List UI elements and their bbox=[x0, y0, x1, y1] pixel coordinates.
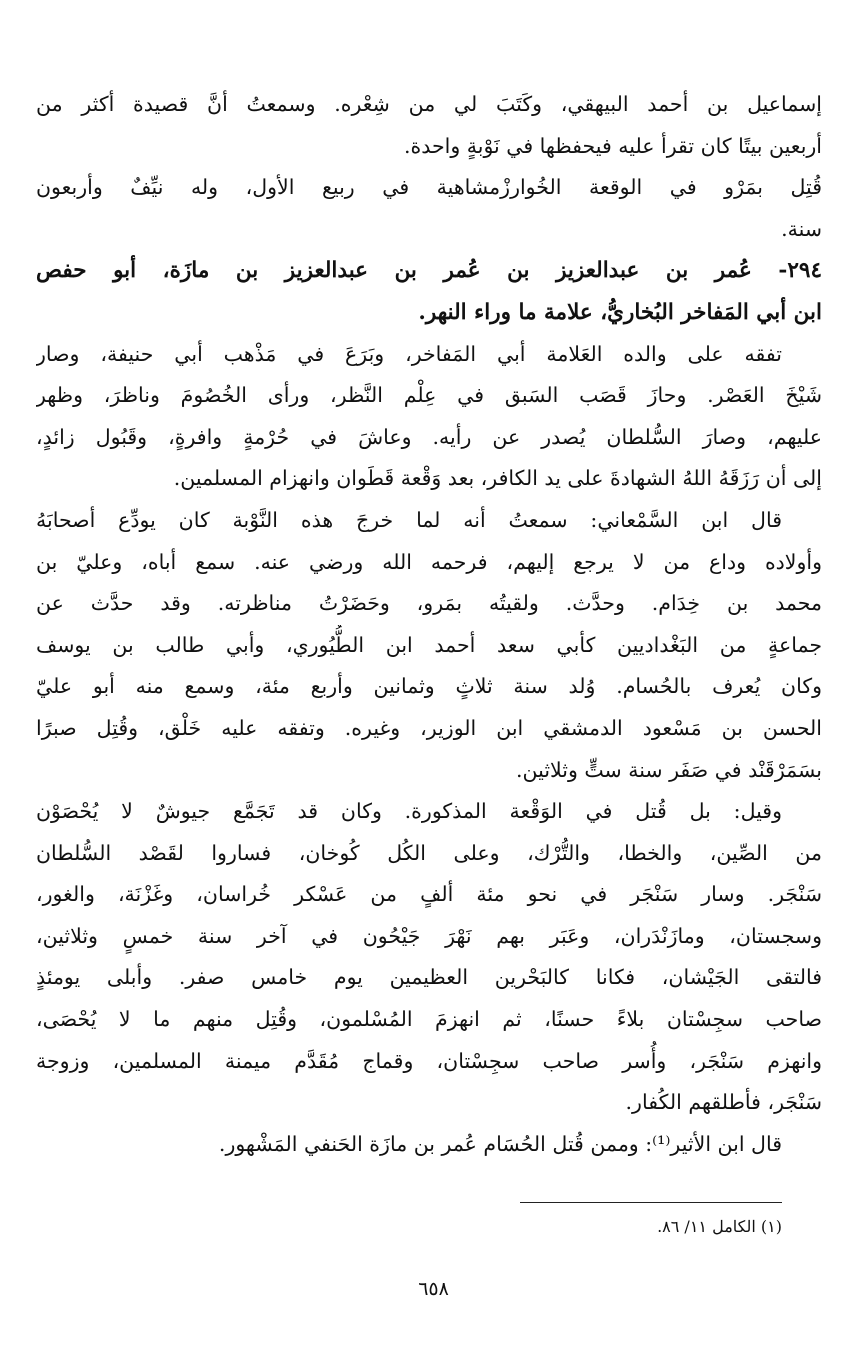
paragraph-qil bbox=[36, 791, 822, 1124]
heading-line: ابن أبي المَفاخر البُخاريُّ، علامة ما وراء النهر. bbox=[418, 299, 822, 325]
heading-line: ٢٩٤- عُمر بن عبدالعزيز بن عُمر بن عبدالعزيز بن مازَة، أبو حفص bbox=[36, 258, 822, 284]
text-line: قال ابن السَّمْعاني: سمعتُ أنه لما خرجَ هذه النَّوْبة كان يودِّع أصحابَهُ bbox=[36, 507, 782, 532]
text-line: قال ابن الأثير⁽¹⁾: وممن قُتل الحُسَام عُمر بن مازَة الحَنفي المَشْهور. bbox=[218, 1131, 782, 1156]
text-line: فالتقى الجَيْشان، فكانا كالبَحْرين العظيمين يوم خامس صفر. وأبلى يومئذٍ bbox=[36, 965, 822, 990]
text-line: قُتِل بمَرْو في الوقعة الخُوارزْمشاهية في ربيع الأول، وله نيِّفٌ وأربعون bbox=[36, 175, 822, 200]
text-line: جماعةٍ من البَغْداديين كأبي سعد أحمد ابن الطُّيُوري، وأبي طالب بن يوسف bbox=[36, 632, 822, 657]
text-line: صاحب سجِسْتان بلاءً حسنًا، ثم انهزمَ المُسْلمون، وقُتِل منهم ما لا يُحْصَى، bbox=[36, 1007, 822, 1032]
footnote: (١) الكامل ١١/ ٨٦. bbox=[657, 1217, 782, 1236]
paragraph-death bbox=[36, 167, 822, 250]
text-line: إسماعيل بن أحمد البيهقي، وكَتَبَ لي من شِعْره. وسمعتُ أنَّ قصيدة أكثر من bbox=[36, 92, 822, 116]
text-line: وقيل: بل قُتل في الوَقْعة المذكورة. وكان قد تَجَمَّع جيوشٌ لا يُحْصَوْن bbox=[36, 799, 782, 824]
text-line: وانهزم سَنْجَر، وأُسر صاحب سجِسْتان، وقماج مُقَدَّم ميمنة المسلمين، وزوجة bbox=[36, 1048, 822, 1073]
text-line: وسجستان، ومازَنْدَران، وعَبَر بهم نَهْرَ جَيْحُون في آخر سنة خمسٍ وثلاثين، bbox=[36, 923, 822, 948]
text-line: الحسن بن مَسْعود الدمشقي ابن الوزير، وغيره. وتفقه عليه خَلْق، وقُتِل صبرًا bbox=[36, 715, 822, 740]
text-line: تفقه على والده العَلامة أبي المَفاخر، وبَرَعَ في مَذْهب أبي حنيفة، وصار bbox=[36, 341, 782, 366]
entry-heading bbox=[36, 250, 822, 333]
paragraph-samani bbox=[36, 500, 822, 791]
footnote-divider bbox=[520, 1202, 782, 1203]
text-line: محمد بن خِدَام. وحدَّث. ولقيتُه بمَرو، وحَضَرْتُ مناظرته. وقد حدَّث عن bbox=[36, 591, 822, 616]
text-line: شَيْخَ العَصْر. وحازَ قَصَب السَبق في عِلْم النَّظر، ورأى الخُصُومَ وناظرَ، وظهر bbox=[36, 383, 822, 408]
text-line: من الصِّين، والخطا، والتُّرْك، وعلى الكُل كُوخان، فساروا لقَصْد السُّلطان bbox=[36, 840, 822, 865]
text-line: سَنْجَر. وسار سَنْجَر في نحو مئة ألفٍ من عَسْكر خُراسان، وغَزْنَة، والغور، bbox=[36, 882, 822, 907]
text-line: وأولاده وداع من لا يرجع إليهم، فرحمه الله ورضي عنه. سمع أباه، وعليّ بن bbox=[36, 549, 822, 574]
page-body bbox=[36, 84, 822, 1165]
paragraph-athir bbox=[36, 1124, 822, 1166]
paragraph-bio bbox=[36, 334, 822, 500]
text-line: عليهم، وصارَ السُّلطان يُصدر عن رأيه. وعاشَ في حُرْمةٍ وافرةٍ، وقَبُول زائدٍ، bbox=[36, 424, 822, 449]
text-line: سنة. bbox=[781, 216, 822, 241]
page-number: ٦٥٨ bbox=[418, 1278, 449, 1300]
paragraph-intro bbox=[36, 84, 822, 167]
text-line: سَنْجَر، فأطلقهم الكُفار. bbox=[625, 1090, 822, 1115]
text-line: إلى أن رَزَقَهُ اللهُ الشهادةَ على يد الكافر، بعد وَقْعة قَطَوان وانهزام المسلمين. bbox=[173, 466, 822, 491]
text-line: بسَمَرْقَنْد في صَفَر سنة ستٍّ وثلاثين. bbox=[516, 757, 822, 782]
text-line: أربعين بيتًا كان تقرأ عليه فيحفظها في نَوْبةٍ واحدة. bbox=[403, 133, 822, 158]
text-line: وكان يُعرف بالحُسام. وُلد سنة ثلاثٍ وثمانين وأربع مئة، وسمع منه أبو عليّ bbox=[36, 674, 822, 699]
